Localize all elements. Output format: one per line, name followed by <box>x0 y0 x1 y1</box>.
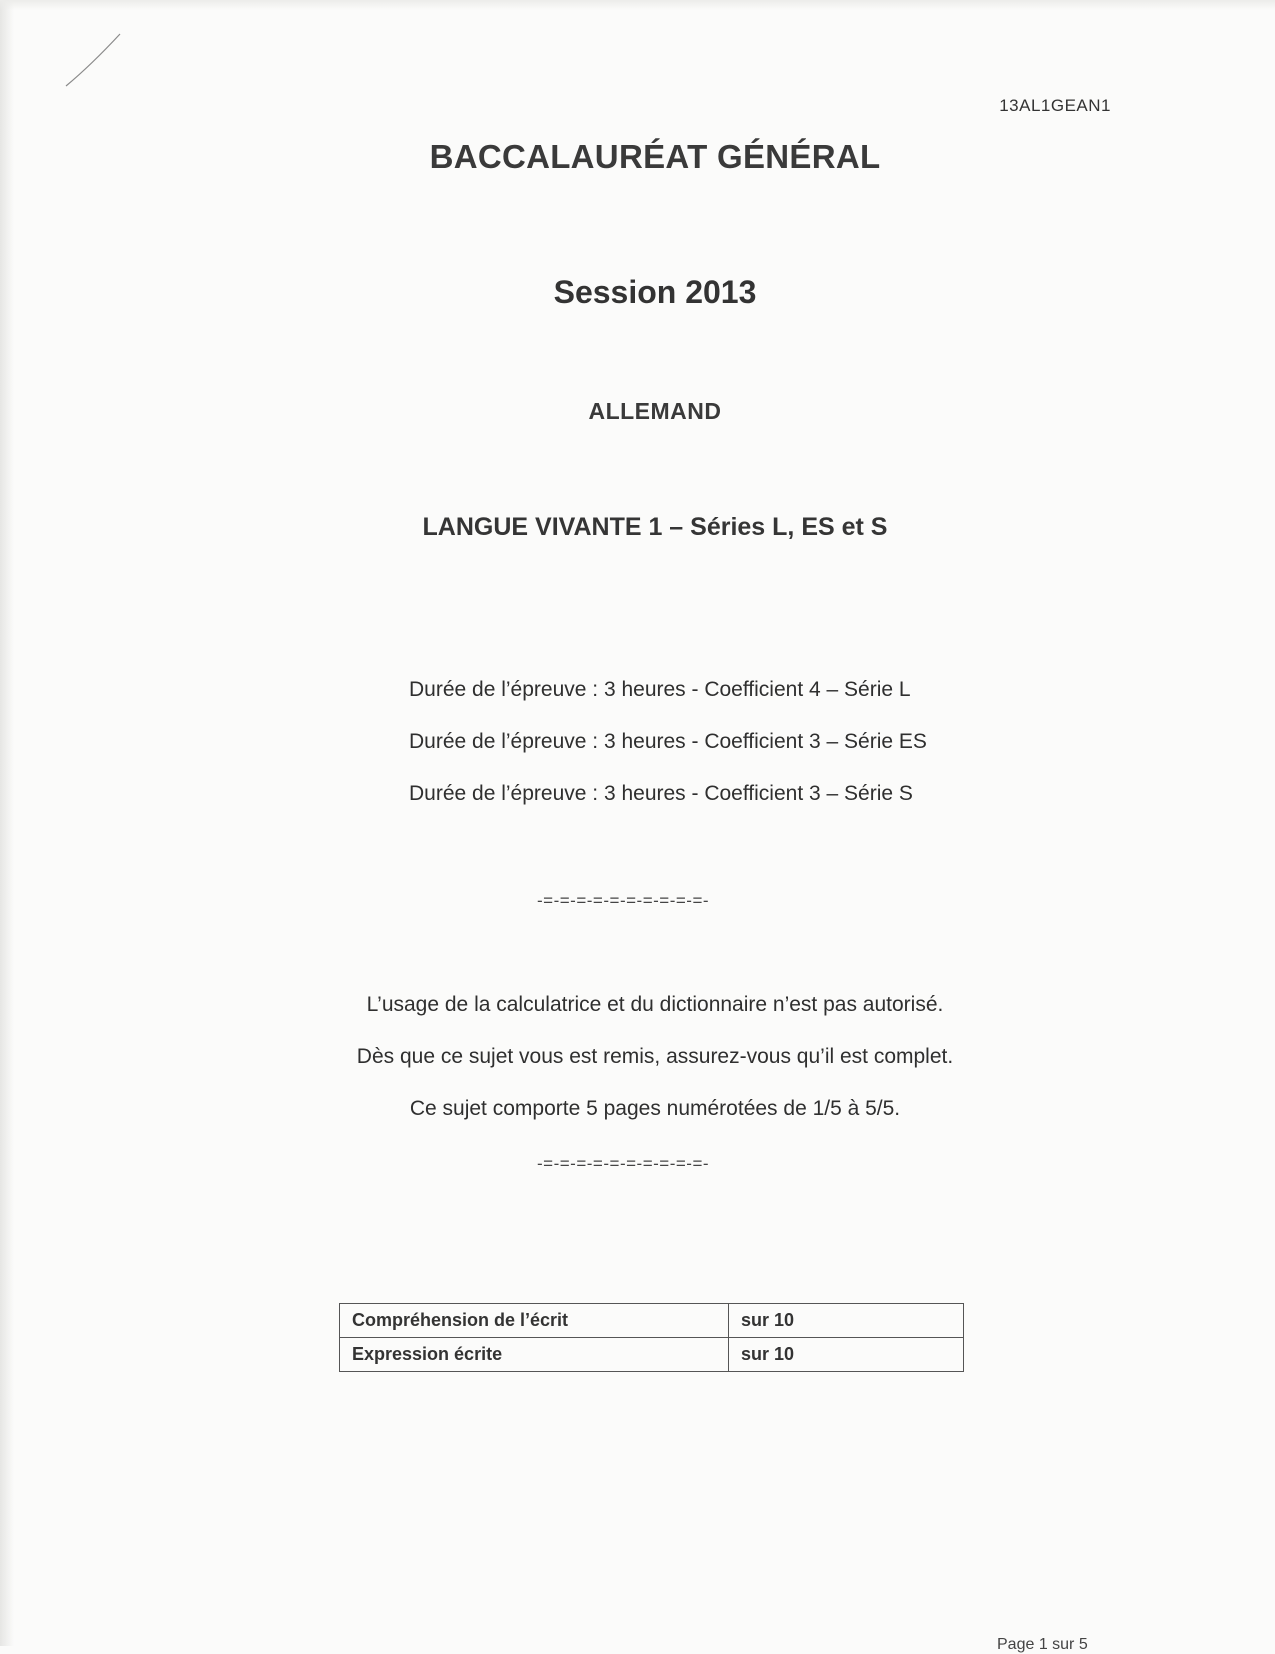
score-cell: sur 10 <box>729 1304 964 1338</box>
subject-heading: ALLEMAND <box>588 398 722 424</box>
duration-line: Durée de l’épreuve : 3 heures - Coefficient 3 – Série S <box>409 782 913 805</box>
instruction-line: Ce sujet comporte 5 pages numérotées de 1/5 à 5/5. <box>409 1097 901 1120</box>
scan-shadow-left <box>0 0 14 1646</box>
exam-code: 13AL1GEAN1 <box>999 96 1111 115</box>
table-row <box>340 1304 964 1338</box>
duration-line: Durée de l’épreuve : 3 heures - Coefficient 4 – Série L <box>409 678 911 701</box>
criterion-cell: Expression écrite <box>340 1338 729 1372</box>
pen-stroke-mark <box>62 30 132 90</box>
instruction-line: Dès que ce sujet vous est remis, assurez-vous qu’il est complet. <box>356 1045 954 1068</box>
exam-title: BACCALAURÉAT GÉNÉRAL <box>429 138 881 175</box>
criterion-cell: Compréhension de l’écrit <box>340 1304 729 1338</box>
session-heading: Session 2013 <box>553 274 757 310</box>
separator-line: -=-=-=-=-=-=-=-=-=-=- <box>537 1154 710 1173</box>
instruction-line: L’usage de la calculatrice et du dictionnaire n’est pas autorisé. <box>366 993 944 1016</box>
series-heading: LANGUE VIVANTE 1 – Séries L, ES et S <box>422 513 888 541</box>
separator-line: -=-=-=-=-=-=-=-=-=-=- <box>537 891 710 910</box>
duration-line: Durée de l’épreuve : 3 heures - Coefficient 3 – Série ES <box>409 730 927 753</box>
score-cell: sur 10 <box>729 1338 964 1372</box>
scan-shadow-top <box>0 0 1275 10</box>
grading-table <box>339 1303 964 1372</box>
table-row <box>340 1338 964 1372</box>
page-number-footer: Page 1 sur 5 <box>997 1636 1088 1653</box>
